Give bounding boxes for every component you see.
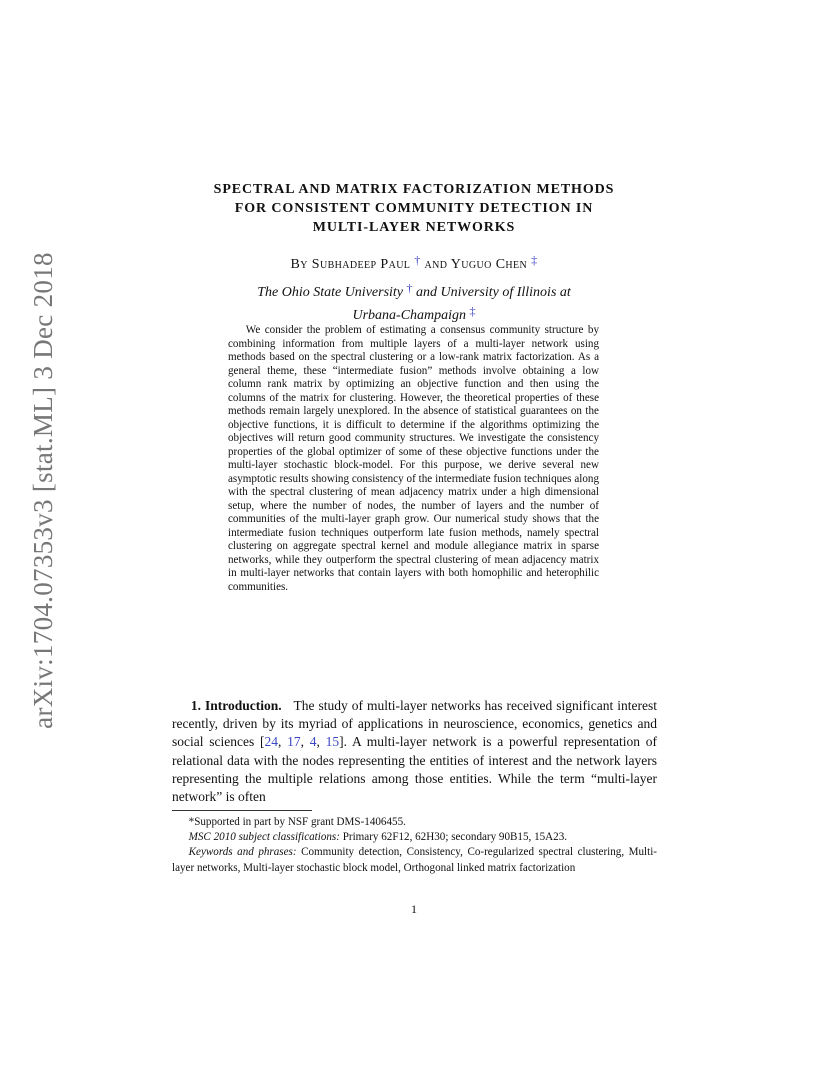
affiliation-dagger-mark[interactable]: † xyxy=(406,281,413,295)
paper-title xyxy=(150,180,678,237)
citation-link[interactable]: 4 xyxy=(309,734,317,750)
author-line xyxy=(150,253,678,273)
title-line-1: SPECTRAL AND MATRIX FACTORIZATION METHODS xyxy=(213,182,615,197)
title-line-2: FOR CONSISTENT COMMUNITY DETECTION IN xyxy=(234,201,594,216)
footnotes xyxy=(172,815,657,876)
funding-footnote: *Supported in part by NSF grant DMS-1406455. xyxy=(188,816,406,828)
affiliation-uiuc-city: Urbana-Champaign xyxy=(352,308,467,323)
author-2: and Yuguo Chen xyxy=(424,257,528,272)
msc-footnote xyxy=(172,830,657,845)
affiliations xyxy=(200,279,628,325)
dagger-mark[interactable]: † xyxy=(414,253,421,267)
citation-link[interactable]: 15 xyxy=(325,734,340,750)
citation-link[interactable]: 17 xyxy=(287,734,301,750)
page-number: 1 xyxy=(411,902,417,916)
msc-text: Primary 62F12, 62H30; secondary 90B15, 15A23. xyxy=(342,831,568,844)
keywords-label: Keywords and phrases: xyxy=(188,846,297,859)
intro-text-a: The study of multi-layer networks has received significant interest recently, driven by its myriad of applications in neuroscience, economics, genetics and social sciences [ xyxy=(172,698,658,750)
affiliation-line-2 xyxy=(200,302,628,325)
section-heading: 1. Introduction. xyxy=(190,698,282,713)
keywords-footnote xyxy=(172,845,657,875)
arxiv-stamp xyxy=(22,200,64,780)
title-line-3: MULTI-LAYER NETWORKS xyxy=(312,220,516,235)
affiliation-line-1 xyxy=(200,279,628,302)
keywords-text: Community detection, Consistency, Co-regularized spectral clustering, Multi-layer networks, Multi-layer stochastic block model, Orthogonal linked matrix factorization xyxy=(172,846,657,874)
double-dagger-mark[interactable]: ‡ xyxy=(531,253,538,267)
affiliation-uiuc: and University of Illinois at xyxy=(416,285,571,300)
intro-text-b: ]. A multi-layer network is a powerful representation of relational data with the nodes representing the entities of interest and the network layers representing the multiple relations among those entities. While the term “multi-layer network” is often xyxy=(172,734,658,805)
affiliation-osu: The Ohio State University xyxy=(257,285,404,300)
arxiv-stamp-text: arXiv:1704.07353v3 [stat.ML] 3 Dec 2018 xyxy=(27,251,58,729)
citation-link[interactable]: 24 xyxy=(264,734,278,750)
footnote-divider xyxy=(172,810,312,811)
msc-label: MSC 2010 subject classifications: xyxy=(188,831,340,844)
introduction-paragraph: 1. Introduction. The study of multi-layer networks has received significant interest recently, driven by its myriad of applications in neuroscience, economics, genetics and social sciences [24, 17, 4, 15]. A multi-layer network is a powerful representation of relational data with the nodes representing the entities of interest and the network layers representing the multiple relations among those entities. While the term “multi-layer network” is often xyxy=(172,698,658,805)
abstract: We consider the problem of estimating a consensus community structure by combining information from multiple layers of a multi-layer network using methods based on the spectral clustering or a low-rank matrix factorization. As a general theme, these “intermediate fusion” methods involve obtaining a low column rank matrix by optimizing an objective function and then using the columns of the matrix for clustering. However, the theoretical properties of these methods remain largely unexplored. In the absence of statistical guarantees on the objective functions, it is difficult to determine if the algorithms optimizing the objectives will return good community structures. We investigate the consistency properties of the global optimizer of some of these objective functions under the multi-layer stochastic block-model. For this purpose, we derive several new asymptotic results showing consistency of the intermediate fusion techniques along with the spectral clustering of mean adjacency matrix under a high dimensional setup, where the number of nodes, the number of layers and the number of communities of the multi-layer graph grow. Our numerical study shows that the intermediate fusion techniques outperform late fusion methods, namely spectral clustering on aggregate spectral kernel and module allegiance matrix in sparse networks, while they outperform the spectral clustering of mean adjacency matrix in multi-layer networks that contain layers with both homophilic and heterophilic communities. xyxy=(228,324,599,593)
affiliation-double-dagger-mark[interactable]: ‡ xyxy=(469,304,476,318)
author-1: By Subhadeep Paul xyxy=(290,257,411,272)
